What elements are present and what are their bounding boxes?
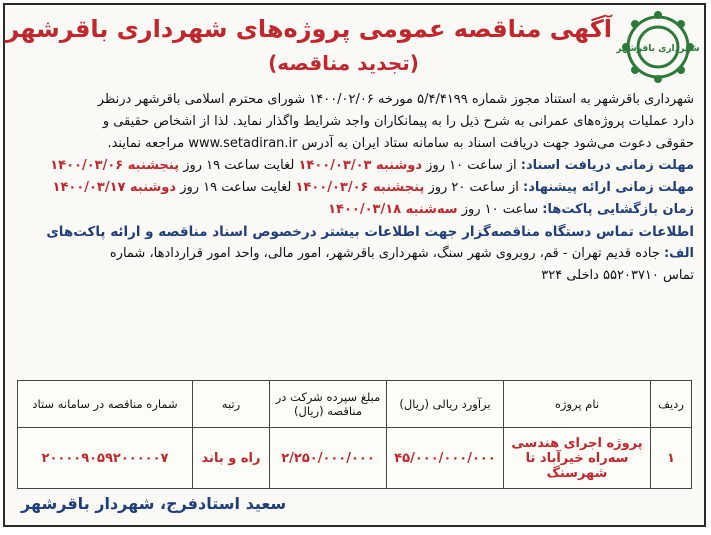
notice-subtitle: (تجدید مناقصه) [268,51,419,75]
opening-pre: ساعت ۱۰ روز [461,202,539,217]
table-row [18,428,692,489]
intro-line-2: دارد عملیات پروژه‌های عمرانی به شرح ذیل را به پیمانکاران واجد شرایط واگذار نماید. لذا از اشخاص حقیقی و [102,114,694,129]
receive-day1: دوشنبه ۱۴۰۰/۰۳/۰۳ [298,158,423,173]
receive-pre: از ساعت ۱۰ روز [426,158,517,173]
cell-project: پروژه اجرای هندسی سه‌راه خیرآباد تا شهرسنگ [504,428,651,489]
tender-notice [3,3,706,527]
opening-label: زمان بازگشایی پاکت‌ها: [542,202,694,217]
contact-line-1 [15,243,694,265]
cell-rank: راه و باند [193,428,270,489]
cell-tender-no: ۲۰۰۰۰۹۰۵۹۲۰۰۰۰۰۷ [18,428,193,489]
submit-day1: پنجشنبه ۱۴۰۰/۰۳/۰۶ [295,180,425,195]
receive-mid: لغایت ساعت ۱۹ روز [183,158,295,173]
intro-line-1: شهرداری باقرشهر به استناد مجوز شماره ۵/۴/۴۱۹۹ مورخه ۱۴۰۰/۰۲/۰۶ شورای محترم اسلامی باقرشهر درنظر [97,92,694,107]
municipality-logo [616,11,700,83]
signature: سعید استادفرج، شهردار باقرشهر [21,494,287,513]
notice-body [15,89,694,287]
receive-label: مهلت زمانی دریافت اسناد: [520,158,694,173]
contact-heading: اطلاعات تماس دستگاه مناقصه‌گزار جهت اطلاعات بیشتر درخصوص اسناد مناقصه و ارائه پاکت‌های [46,224,694,240]
table-header-row [18,381,692,428]
cell-row-no: ۱ [651,428,692,489]
col-header-deposit: مبلغ سپرده شرکت در مناقصه (ریال) [270,381,387,428]
contact-line-2: تماس ۵۵۲۰۳۷۱۰ داخلی ۳۲۴ [541,268,694,283]
contact-alef-label: الف: [663,246,694,261]
col-header-estimate: برآورد ریالی (ریال) [387,381,504,428]
intro-line-3: حقوقی دعوت می‌شود جهت دریافت اسناد به سامانه ستاد ایران به آدرس www.setadiran.ir مراجعه نمایند. [107,136,694,151]
contact-address: جاده قدیم تهران - قم، روبروی شهر سنگ، شهرداری باقرشهر، امور مالی، واحد امور قراردادها، شماره [109,246,660,261]
col-header-rank: رتبه [193,381,270,428]
cell-deposit: ۲/۲۵۰/۰۰۰/۰۰۰ [270,428,387,489]
projects-table [17,380,692,489]
opening-day: سه‌شنبه ۱۴۰۰/۰۳/۱۸ [328,202,458,217]
submit-mid: لغایت ساعت ۱۹ روز [180,180,292,195]
submit-deadline [15,177,694,199]
notice-title: آگهی مناقصه عمومی پروژه‌های شهرداری باقرشهر [5,15,612,43]
col-header-row-no: ردیف [651,381,692,428]
receive-deadline [15,155,694,177]
cell-estimate: ۴۵/۰۰۰/۰۰۰/۰۰۰ [387,428,504,489]
receive-day2: پنجشنبه ۱۴۰۰/۰۳/۰۶ [50,158,180,173]
opening-time [15,199,694,221]
col-header-project: نام پروژه [504,381,651,428]
svg-text:شهرداری باقرشهر: شهرداری باقرشهر [616,44,700,54]
submit-day2: دوشنبه ۱۴۰۰/۰۳/۱۷ [52,180,177,195]
submit-label: مهلت زمانی ارائه پیشنهاد: [523,180,694,195]
submit-pre: از ساعت ۲۰ روز [428,180,519,195]
col-header-tender-no: شماره مناقصه در سامانه ستاد [18,381,193,428]
